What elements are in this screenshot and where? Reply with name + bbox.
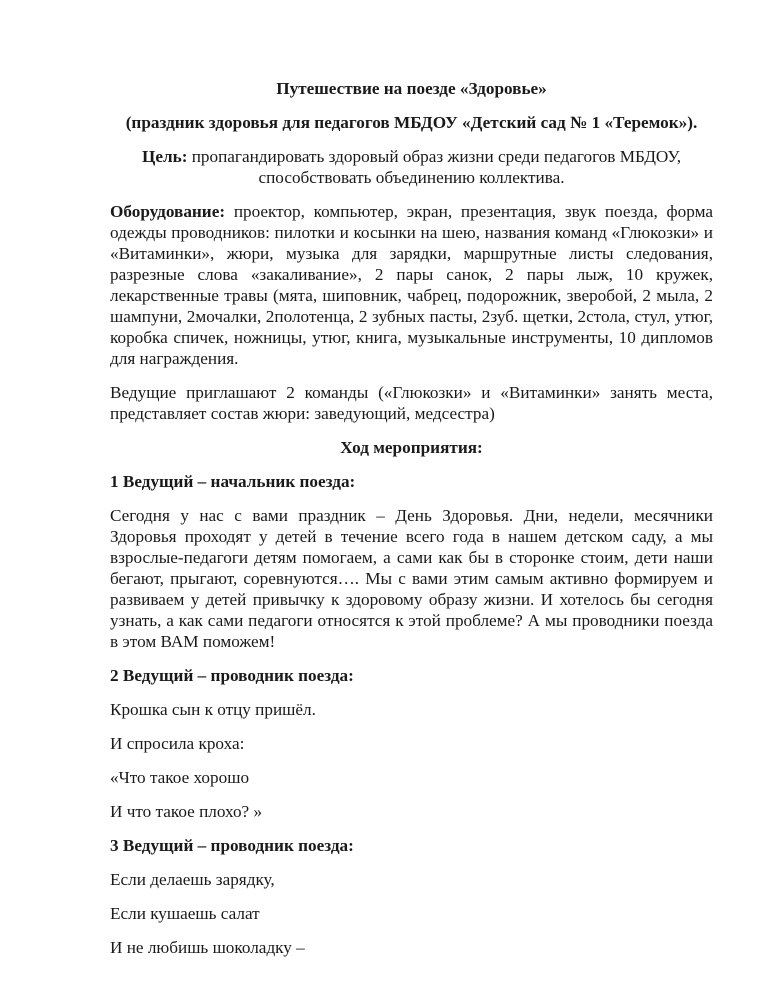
event-heading: Ход мероприятия: bbox=[340, 438, 483, 457]
equipment-label: Оборудование: bbox=[110, 202, 226, 221]
verse-line: Крошка сын к отцу пришёл. bbox=[110, 700, 316, 719]
speaker-1-text: Сегодня у нас с вами праздник – День Здоровья. Дни, недели, месячники Здоровья проходят у детей в течение всего года в нашем детском саду, а мы взрослые-педагоги детям помогаем, а сами как бы в сторонке стоим, дети наши бегают, прыгают, соревнуются…. Мы с вами этим самым активно формируем и развиваем у детей привычку к здоровому образу жизни. И хотелось бы сегодня узнать, а как сами педагоги относятся к этой проблеме? А мы проводники поезда в этом ВАМ поможем! bbox=[110, 506, 713, 651]
verse-line: И не любишь шоколадку – bbox=[110, 938, 305, 957]
document-page bbox=[110, 78, 713, 971]
speaker-3-heading: 3 Ведущий – проводник поезда: bbox=[110, 836, 354, 855]
goal-text: пропагандировать здоровый образ жизни среди педагогов МБДОУ, способствовать объединению коллектива. bbox=[187, 147, 682, 187]
document-subtitle: (праздник здоровья для педагогов МБДОУ «Детский сад № 1 «Теремок»). bbox=[125, 113, 698, 132]
speaker-2-heading: 2 Ведущий – проводник поезда: bbox=[110, 666, 354, 685]
goal-paragraph bbox=[110, 146, 713, 188]
verse-line: «Что такое хорошо bbox=[110, 768, 250, 787]
equipment-text: проектор, компьютер, экран, презентация, звук поезда, форма одежды проводников: пилотки и косынки на шею, названия команд «Глюкозки» и «Витаминки», жюри, музыка для зарядки, маршрутные листы следования, разрезные слова «закаливание», 2 пары санок, 2 пары лыж, 10 кружек, лекарственные травы (мята, шиповник, чабрец, подорожник, зверобой, 2 мыла, 2 шампуни, 2мочалки, 2полотенца, 2 зубных пасты, 2зуб. щетки, 2стола, стул, утюг, коробка спичек, ножницы, утюг, книга, музыкальные инструменты, 10 дипломов для награждения. bbox=[110, 202, 713, 368]
intro-paragraph: Ведущие приглашают 2 команды («Глюкозки» и «Витаминки» занять места, представляет состав жюри: заведующий, медсестра) bbox=[110, 383, 713, 423]
verse-line: И спросила кроха: bbox=[110, 734, 245, 753]
goal-label: Цель: bbox=[141, 147, 188, 166]
speaker-1-heading: 1 Ведущий – начальник поезда: bbox=[110, 472, 356, 491]
verse-line: И что такое плохо? » bbox=[110, 802, 263, 821]
verse-line: Если кушаешь салат bbox=[110, 904, 260, 923]
equipment-paragraph bbox=[110, 201, 713, 369]
verse-line: Если делаешь зарядку, bbox=[110, 870, 275, 889]
document-title: Путешествие на поезде «Здоровье» bbox=[276, 79, 547, 98]
